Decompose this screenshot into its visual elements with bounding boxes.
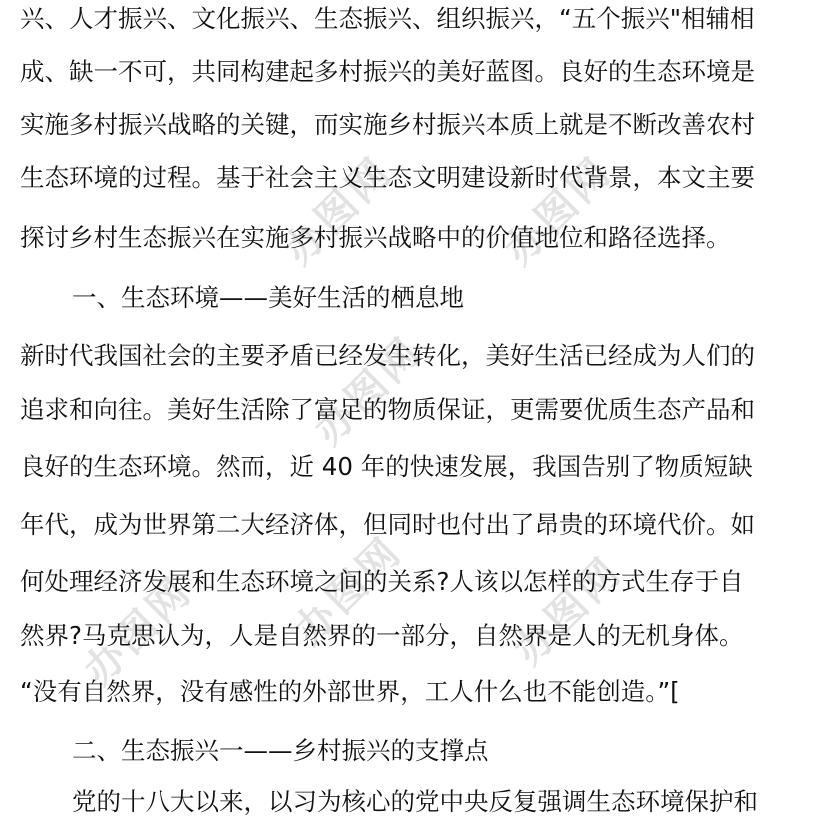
watermark-3: 办图网: [305, 328, 432, 454]
paragraph-line: 党的十八大以来，以习为核心的党中央反复强调生态环境保护和: [72, 787, 758, 816]
paragraph-line: 然界?马克思认为，人是自然界的一部分，自然界是人的无机身体。: [20, 621, 744, 650]
watermark-4: 办图网: [75, 568, 202, 694]
section-heading: 二、生态振兴一——乡村振兴的支撑点: [72, 736, 489, 765]
paragraph-line: 兴、人才振兴、文化振兴、生态振兴、组织振兴，“五个振兴"相辅相: [20, 4, 755, 33]
watermark-6: 办图网: [505, 548, 632, 674]
paragraph-line: 探讨乡村生态振兴在实施多村振兴战略中的价值地位和路径选择。: [20, 223, 731, 252]
paragraph-line: “没有自然界，没有感性的外部世界，工人什么也不能创造。”[: [20, 677, 680, 706]
paragraph-line: 生态环境的过程。基于社会主义生态文明建设新时代背景，本文主要: [20, 163, 755, 192]
section-heading: 一、生态环境——美好生活的栖息地: [72, 283, 464, 312]
watermark-1: 办图网: [275, 148, 402, 274]
paragraph-line: 实施多村振兴战略的关键，而实施乡村振兴本质上就是不断改善农村: [20, 110, 755, 139]
paragraph-line: 新时代我国社会的主要矛盾已经发生转化，美好生活已经成为人们的: [20, 341, 755, 370]
watermark-2: 办图网: [495, 148, 622, 274]
paragraph-line: 年代，成为世界第二大经济体，但同时也付出了昂贵的环境代价。如: [20, 510, 755, 539]
paragraph-line: 成、缺一不可，共同构建起多村振兴的美好蓝图。良好的生态环境是: [20, 57, 755, 86]
watermark-5: 办图网: [285, 528, 412, 654]
paragraph-line: 追求和向往。美好生活除了富足的物质保证，更需要优质生态产品和: [20, 395, 755, 424]
paragraph-line: 何处理经济发展和生态环境之间的关系?人该以怎样的方式生存于自: [20, 567, 744, 596]
paragraph-line: 良好的生态环境。然而，近 40 年的快速发展，我国告别了物质短缺: [20, 452, 753, 481]
